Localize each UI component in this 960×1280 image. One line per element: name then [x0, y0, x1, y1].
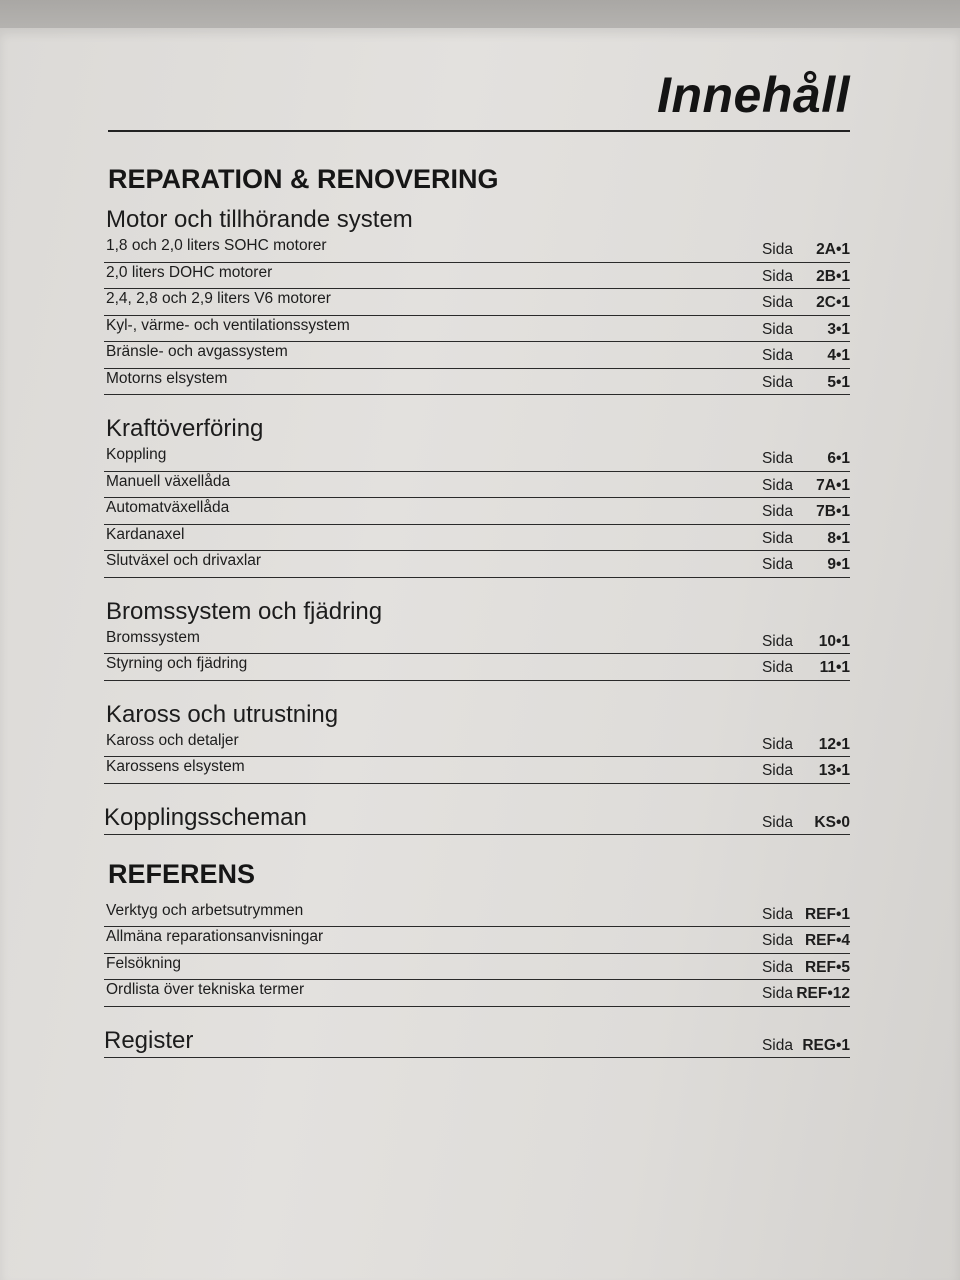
- toc-standalone-kopplingsscheman: [104, 804, 850, 835]
- entry-label: Karossens elsystem: [106, 758, 245, 775]
- toc-standalone-register: [104, 1027, 850, 1058]
- sida-label: Sida: [761, 632, 793, 650]
- toc-row: [104, 369, 850, 396]
- page-number: REF•1: [804, 905, 850, 923]
- toc-row: [104, 342, 850, 369]
- page-number: 6•1: [827, 450, 850, 467]
- sida-label: Sida: [761, 476, 793, 494]
- toc-row: [104, 901, 850, 928]
- sida-label: Sida: [761, 503, 793, 520]
- page-number: 5•1: [827, 373, 850, 391]
- sida-label: Sida: [761, 905, 793, 923]
- page-number: 2B•1: [816, 267, 850, 285]
- page-number: 3•1: [827, 320, 850, 338]
- entry-label: Bromssystem: [106, 628, 200, 646]
- entry-label: Ordlista över tekniska termer: [106, 981, 305, 998]
- page-number: 8•1: [827, 529, 850, 547]
- page-number: 9•1: [827, 556, 850, 573]
- page-number: 12•1: [818, 735, 850, 753]
- toc-group-kaross: [104, 701, 850, 784]
- entry-label: Slutväxel och drivaxlar: [106, 552, 262, 569]
- entry-label: Kardanaxel: [106, 525, 185, 543]
- group-title: Kaross och utrustning: [106, 700, 339, 728]
- group-title: Motor och tillhörande system: [106, 206, 413, 233]
- sida-label: Sida: [761, 932, 793, 949]
- page-number: KS•0: [814, 813, 850, 831]
- toc-row: [104, 757, 850, 784]
- sida-label: Sida: [761, 735, 793, 753]
- sida-label: Sida: [761, 373, 793, 391]
- sida-label: Sida: [761, 241, 793, 258]
- table-of-contents: [104, 162, 850, 1080]
- toc-row: [104, 498, 850, 525]
- page-number: 2C•1: [816, 294, 850, 311]
- sida-label: Sida: [761, 659, 793, 676]
- sida-label: Sida: [761, 762, 793, 779]
- entry-label: 2,0 liters DOHC motorer: [106, 263, 273, 281]
- entry-label: Allmäna reparationsanvisningar: [106, 928, 324, 945]
- page-number: REF•4: [804, 932, 850, 949]
- group-title: Register: [104, 1026, 194, 1054]
- sida-label: Sida: [761, 1036, 793, 1054]
- toc-group-bromssystem: [104, 598, 850, 681]
- toc-group-kraftoverforing: [104, 415, 850, 578]
- entry-label: Kyl-, värme- och ventilationssystem: [106, 316, 350, 334]
- toc-row: [104, 472, 850, 499]
- group-title: Kraftöverföring: [106, 415, 264, 442]
- toc-row: [104, 654, 850, 681]
- entry-label: Koppling: [106, 446, 167, 463]
- entry-label: Automatväxellåda: [106, 499, 230, 516]
- group-title: Kopplingsscheman: [104, 803, 307, 831]
- page-number: 7B•1: [816, 503, 850, 520]
- toc-row: [104, 289, 850, 316]
- toc-row: [104, 263, 850, 290]
- page-number: 2A•1: [816, 241, 850, 258]
- sida-label: Sida: [761, 267, 793, 285]
- group-title: Bromssystem och fjädring: [106, 597, 383, 625]
- entry-label: Manuell växellåda: [106, 472, 231, 490]
- sida-label: Sida: [761, 556, 793, 573]
- toc-row: [104, 927, 850, 954]
- toc-row: [104, 551, 850, 578]
- toc-row: [104, 954, 850, 981]
- page-number: 11•1: [819, 659, 850, 676]
- page-title: Innehåll: [657, 67, 850, 123]
- sida-label: Sida: [761, 958, 793, 976]
- page-number: 7A•1: [816, 476, 850, 494]
- page-number: REF•12: [796, 985, 850, 1002]
- sida-label: Sida: [761, 813, 793, 831]
- book-page: [0, 28, 960, 1280]
- entry-label: Felsökning: [106, 954, 181, 972]
- toc-row: [104, 731, 850, 758]
- page-number: 10•1: [818, 632, 850, 650]
- title-rule: [108, 130, 850, 132]
- toc-row: [104, 980, 850, 1007]
- sida-label: Sida: [761, 450, 793, 467]
- toc-row: [104, 525, 850, 552]
- toc-row: [104, 236, 850, 263]
- toc-row: [104, 628, 850, 655]
- main-heading-reparation: REPARATION & RENOVERING: [108, 164, 499, 194]
- entry-label: 1,8 och 2,0 liters SOHC motorer: [106, 237, 327, 254]
- entry-label: Bränsle- och avgassystem: [106, 343, 288, 360]
- entry-label: 2,4, 2,8 och 2,9 liters V6 motorer: [106, 290, 331, 307]
- sida-label: Sida: [761, 347, 793, 364]
- toc-group-referens: [104, 901, 850, 1007]
- main-heading-referens: REFERENS: [108, 858, 256, 889]
- toc-row: [104, 316, 850, 343]
- sida-label: Sida: [761, 985, 793, 1002]
- toc-row: [104, 445, 850, 472]
- entry-label: Motorns elsystem: [106, 369, 228, 387]
- sida-label: Sida: [761, 529, 793, 547]
- entry-label: Styrning och fjädring: [106, 655, 248, 672]
- page-number: REG•1: [802, 1036, 850, 1054]
- page-number: 4•1: [827, 347, 850, 364]
- entry-label: Kaross och detaljer: [106, 731, 239, 749]
- toc-group-motor: [104, 206, 850, 395]
- sida-label: Sida: [761, 294, 793, 311]
- page-number: REF•5: [804, 958, 850, 976]
- sida-label: Sida: [761, 320, 793, 338]
- page-number: 13•1: [818, 762, 850, 779]
- entry-label: Verktyg och arbetsutrymmen: [106, 901, 304, 919]
